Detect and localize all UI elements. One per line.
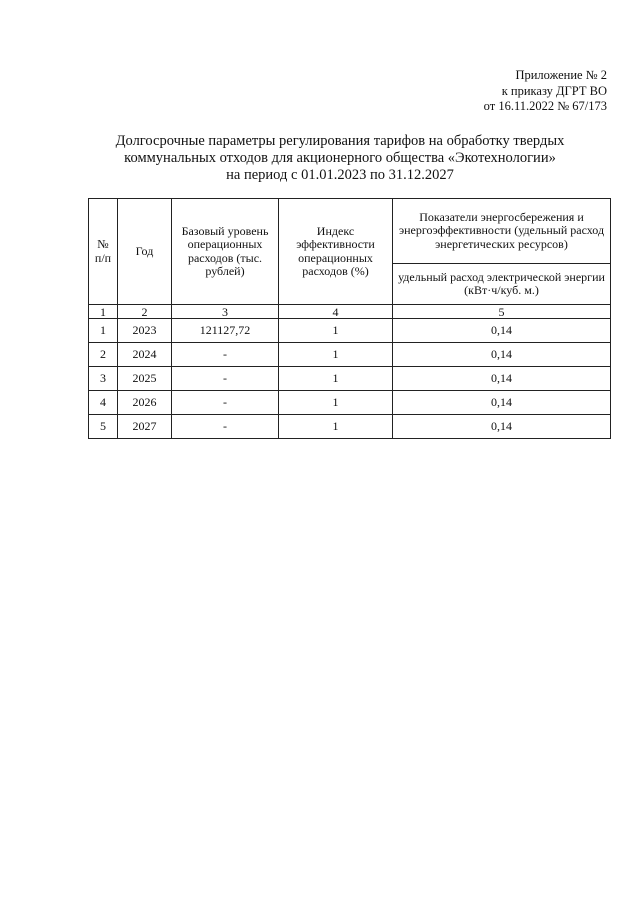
table-row [89, 391, 611, 415]
header-efficiency-index: Индекс эффективности операционных расходов (%) [279, 199, 393, 305]
cell-year: 2027 [118, 415, 172, 439]
cell-base: - [172, 343, 279, 367]
cell-base: - [172, 391, 279, 415]
cell-energy: 0,14 [393, 319, 611, 343]
cell-energy: 0,14 [393, 415, 611, 439]
cell-index: 1 [279, 319, 393, 343]
header-row [89, 199, 611, 264]
cell-energy: 0,14 [393, 367, 611, 391]
header-num: № п/п [89, 199, 118, 305]
cell-num: 5 [89, 415, 118, 439]
cell-index: 1 [279, 343, 393, 367]
cell-num: 2 [89, 343, 118, 367]
title-line-1: Долгосрочные параметры регулирования тарифов на обработку твердых [115, 133, 565, 149]
appendix-order-ref: к приказу ДГРТ ВО [501, 83, 607, 98]
cell-base: - [172, 367, 279, 391]
column-number: 4 [279, 305, 393, 319]
cell-year: 2026 [118, 391, 172, 415]
cell-year: 2025 [118, 367, 172, 391]
column-number: 5 [393, 305, 611, 319]
cell-index: 1 [279, 367, 393, 391]
column-number: 2 [118, 305, 172, 319]
header-year: Год [118, 199, 172, 305]
cell-year: 2023 [118, 319, 172, 343]
cell-base: 121127,72 [172, 319, 279, 343]
header-base-level: Базовый уровень операционных расходов (тыс. рублей) [172, 199, 279, 305]
table-row [89, 319, 611, 343]
table-row [89, 343, 611, 367]
appendix-title: Приложение № 2 [515, 68, 607, 82]
cell-energy: 0,14 [393, 391, 611, 415]
title-line-2: коммунальных отходов для акционерного общества «Экотехнологии» [124, 150, 556, 166]
cell-year: 2024 [118, 343, 172, 367]
parameters-table [88, 198, 611, 439]
cell-index: 1 [279, 391, 393, 415]
appendix-block [484, 68, 607, 115]
header-energy-group: Показатели энергосбережения и энергоэффективности (удельный расход энергетических ресурсов) [393, 199, 611, 264]
table-row [89, 415, 611, 439]
table-row [89, 367, 611, 391]
column-number-row [89, 305, 611, 319]
cell-index: 1 [279, 415, 393, 439]
cell-num: 1 [89, 319, 118, 343]
appendix-order-date: от 16.11.2022 № 67/173 [483, 99, 607, 113]
document-title [100, 133, 580, 184]
title-line-3: на период с 01.01.2023 по 31.12.2027 [226, 167, 454, 183]
cell-num: 4 [89, 391, 118, 415]
cell-energy: 0,14 [393, 343, 611, 367]
cell-num: 3 [89, 367, 118, 391]
column-number: 3 [172, 305, 279, 319]
header-energy-electric: удельный расход электрической энергии (кВт·ч/куб. м.) [393, 264, 611, 305]
cell-base: - [172, 415, 279, 439]
column-number: 1 [89, 305, 118, 319]
